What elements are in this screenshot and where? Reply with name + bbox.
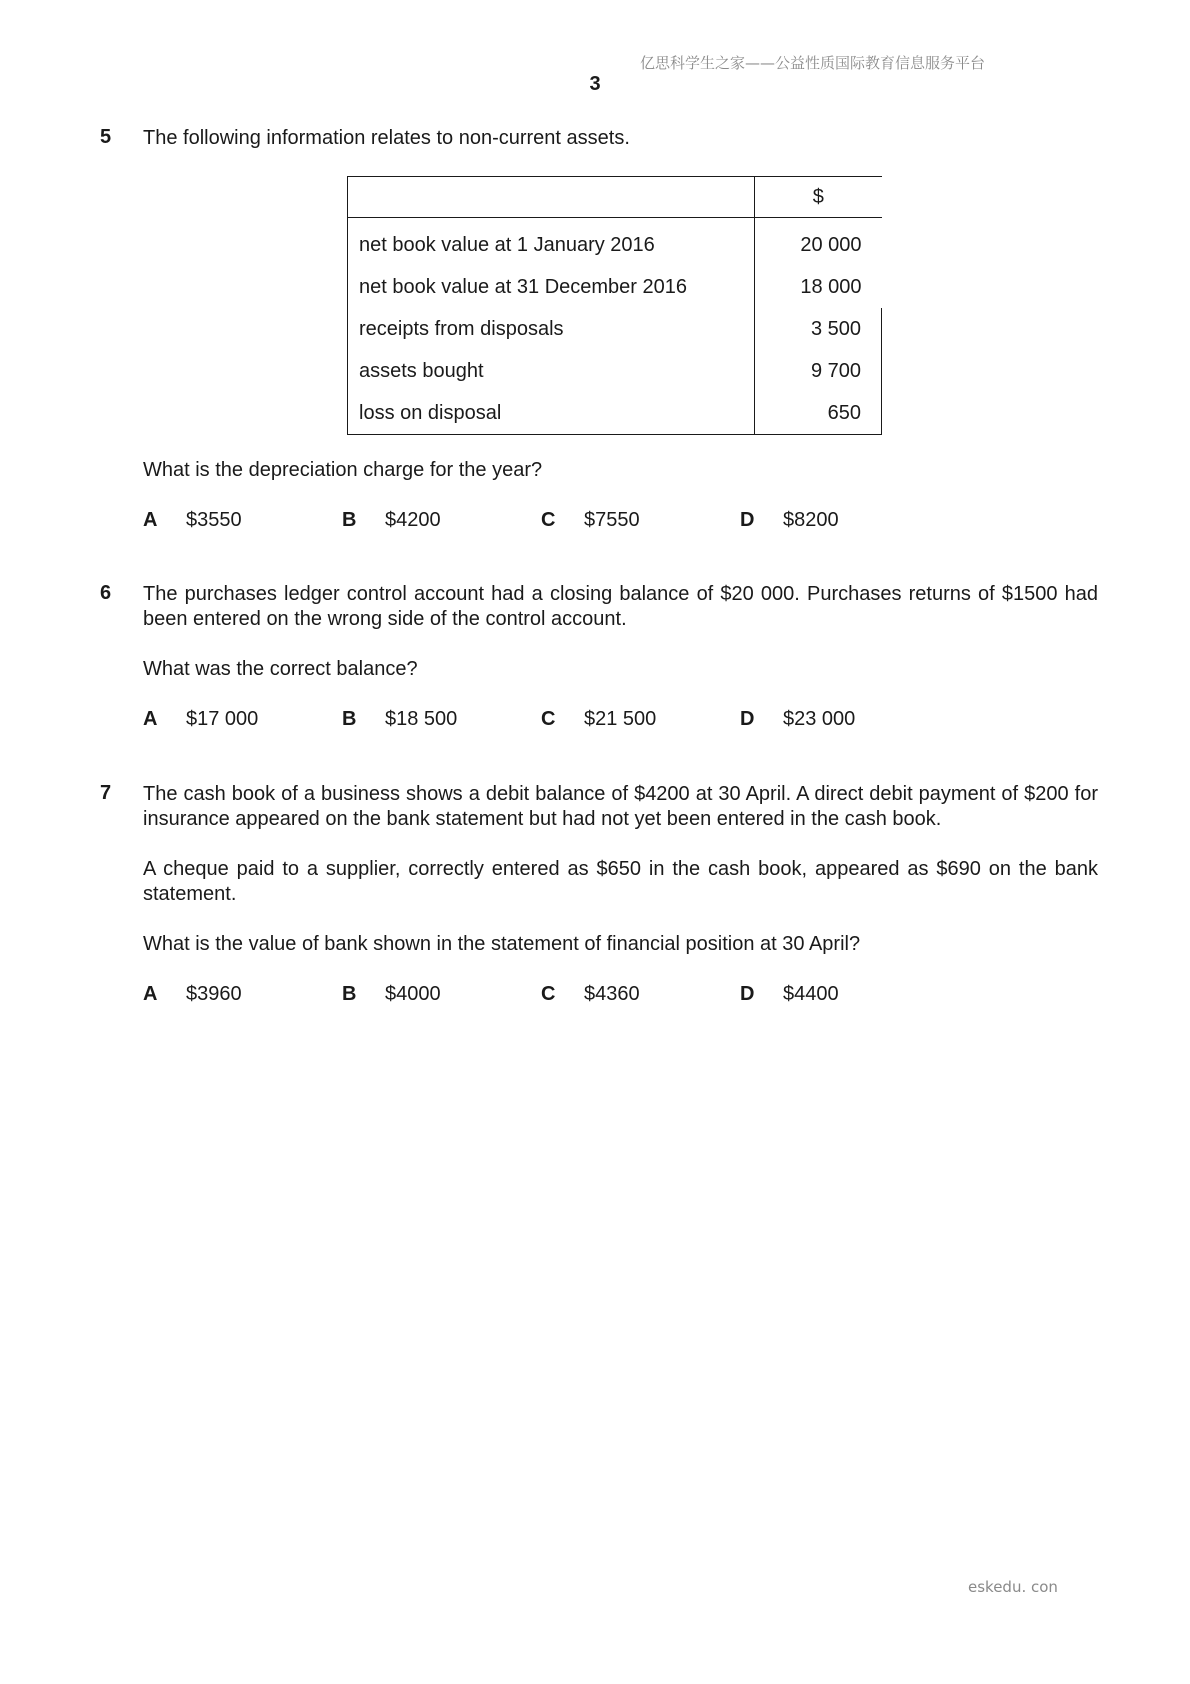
option-text: $21 500: [584, 708, 657, 730]
question-text: The following information relates to non-current assets.: [143, 127, 630, 149]
option-letter: A: [143, 708, 158, 730]
option-c[interactable]: [541, 707, 656, 732]
question-body: [143, 782, 1098, 1008]
option-text: $4000: [385, 983, 441, 1005]
non-current-assets-table: [347, 176, 882, 435]
option-b[interactable]: [342, 508, 441, 533]
option-letter: B: [342, 509, 357, 531]
option-a[interactable]: [143, 508, 242, 533]
option-text: $3960: [186, 983, 242, 1005]
option-letter: A: [143, 509, 158, 531]
question-prompt: What is the value of bank shown in the statement of financial position at 30 April?: [143, 933, 861, 955]
question-number: 7: [100, 782, 112, 804]
question-5-prompt-block: [100, 458, 1100, 531]
answer-options: [143, 508, 1098, 534]
table-row: [348, 350, 882, 392]
question-prompt: What was the correct balance?: [143, 658, 418, 680]
option-d[interactable]: [740, 508, 839, 533]
table-cell-label: receipts from disposals: [348, 308, 755, 350]
table-header-row: [348, 177, 882, 218]
table-cell-value: 20 000: [755, 218, 882, 267]
question-text: The cash book of a business shows a debit balance of $4200 at 30 April. A direct debit payment of $200 for insurance appeared on the bank statement but had not yet been entered in the cash book.: [143, 783, 1098, 830]
option-b[interactable]: [342, 707, 457, 732]
option-text: $17 000: [186, 708, 259, 730]
table-cell-label: loss on disposal: [348, 392, 755, 435]
question-prompt: What is the depreciation charge for the year?: [143, 459, 543, 481]
option-letter: D: [740, 983, 755, 1005]
option-text: $8200: [783, 509, 839, 531]
option-text: $23 000: [783, 708, 856, 730]
option-letter: B: [342, 983, 357, 1005]
option-text: $18 500: [385, 708, 458, 730]
question-text: The purchases ledger control account had a closing balance of $20 000. Purchases returns of $1500 had been entered on the wrong side of the control account.: [143, 583, 1098, 630]
question-number: 5: [100, 126, 112, 148]
question-body: [143, 458, 1098, 534]
option-text: $4400: [783, 983, 839, 1005]
option-c[interactable]: [541, 982, 640, 1007]
option-a[interactable]: [143, 707, 258, 732]
option-b[interactable]: [342, 982, 441, 1007]
answer-options: [143, 982, 1098, 1008]
option-text: $4360: [584, 983, 640, 1005]
option-letter: B: [342, 708, 357, 730]
question-body: [143, 582, 1098, 733]
option-text: $3550: [186, 509, 242, 531]
question-body: [143, 126, 1098, 176]
footer-watermark: eskedu. con: [968, 1578, 1058, 1596]
table-cell-value: 3 500: [755, 308, 882, 350]
option-letter: C: [541, 509, 556, 531]
option-c[interactable]: [541, 508, 640, 533]
option-a[interactable]: [143, 982, 242, 1007]
option-text: $7550: [584, 509, 640, 531]
table-cell-label: net book value at 31 December 2016: [348, 266, 755, 308]
option-letter: C: [541, 708, 556, 730]
table-header-label: [348, 177, 755, 218]
table-cell-value: 18 000: [755, 266, 882, 308]
question-6: [100, 582, 1100, 732]
option-letter: C: [541, 983, 556, 1005]
table-cell-value: 650: [755, 392, 882, 435]
page-number: 3: [589, 73, 601, 95]
table-row: [348, 218, 882, 267]
question-number: 6: [100, 582, 112, 604]
table-row: [348, 392, 882, 435]
option-letter: D: [740, 509, 755, 531]
option-d[interactable]: [740, 707, 855, 732]
table-cell-label: net book value at 1 January 2016: [348, 218, 755, 267]
question-7: [100, 782, 1100, 1042]
header-watermark: 亿思科学生之家——公益性质国际教育信息服务平台: [640, 54, 986, 72]
option-text: $4200: [385, 509, 441, 531]
option-d[interactable]: [740, 982, 839, 1007]
option-letter: D: [740, 708, 755, 730]
table-row: [348, 266, 882, 308]
table-cell-label: assets bought: [348, 350, 755, 392]
table-header-currency: $: [755, 177, 882, 218]
answer-options: [143, 707, 1098, 733]
table-row: [348, 308, 882, 350]
question-text: A cheque paid to a supplier, correctly entered as $650 in the cash book, appeared as $690 on the bank statement.: [143, 858, 1098, 905]
table-cell-value: 9 700: [755, 350, 882, 392]
option-letter: A: [143, 983, 158, 1005]
